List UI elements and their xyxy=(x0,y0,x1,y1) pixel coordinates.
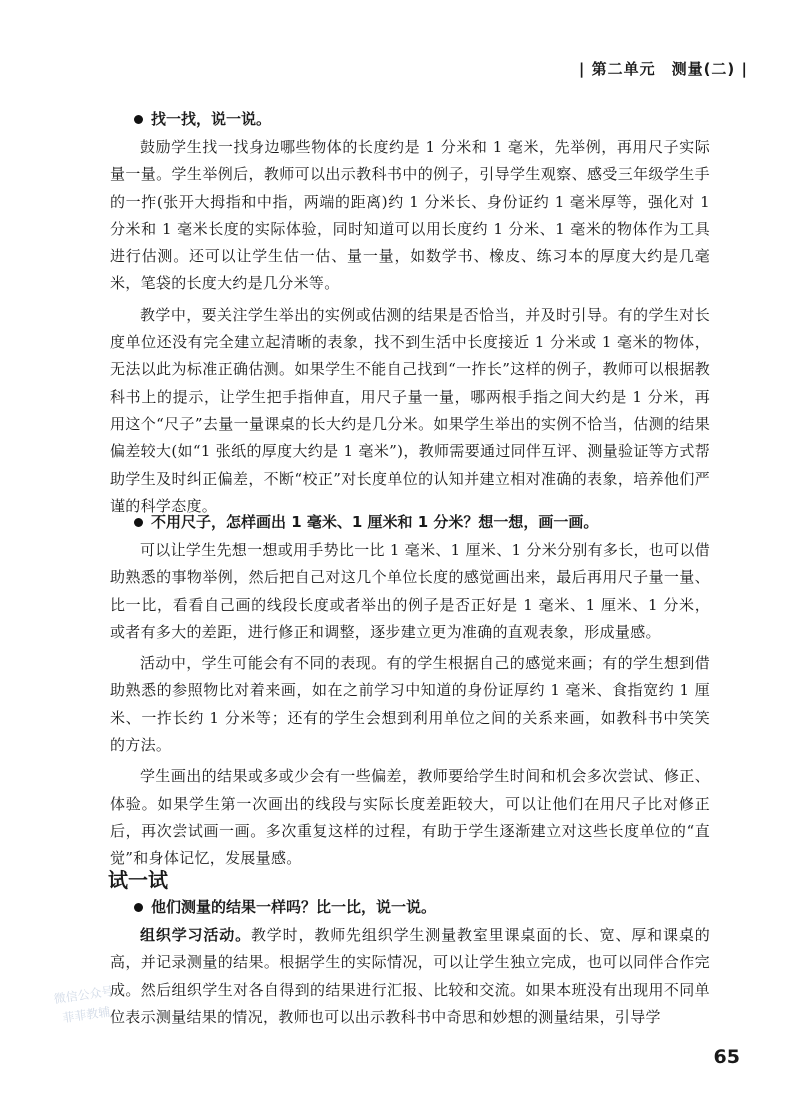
lead-text: 组织学习活动。 xyxy=(140,926,251,944)
bullet-icon xyxy=(134,903,143,912)
paragraph: 鼓励学生找一找身边哪些物体的长度约是 1 分米和 1 毫米，先举例，再用尺子实际量一量。学生举例后，教师可以出示教科书中的例子，引导学生观察、感受三年级学生手的一拃(张开大拇指和中指，两端的距离)约 1 分米长、身份证约 1 毫米厚等，强化对 1 分米和 1 毫米长度的实际体验，同时知道可以用长度约 1 分米、1 毫米的物体作为工具进行估测。还可以让学生估一估、量一量，如数学书、橡皮、练习本的厚度大约是几毫米，笔袋的长度大约是几分米等。 xyxy=(110,138,710,293)
section-draw-without-ruler xyxy=(110,511,710,873)
section-title-try: 试一试 xyxy=(108,868,168,892)
heading-text: 不用尺子，怎样画出 1 毫米、1 厘米和 1 分米？想一想，画一画。 xyxy=(151,513,599,531)
running-header: | 第二单元 测量(二) | xyxy=(578,60,748,78)
section-heading xyxy=(110,511,710,533)
heading-text: 他们测量的结果一样吗？比一比，说一说。 xyxy=(151,898,437,916)
bullet-icon xyxy=(134,115,143,124)
section-heading xyxy=(110,896,710,918)
paragraph: 活动中，学生可能会有不同的表现。有的学生根据自己的感觉来画；有的学生想到借助熟悉的参照物比对着来画，如在之前学习中知道的身份证厚约 1 毫米、食指宽约 1 厘米、一拃长约 1 分米等；还有的学生会想到利用单位之间的关系来画，如教科书中笑笑的方法。 xyxy=(110,654,710,755)
paragraph: 可以让学生先想一想或用手势比一比 1 毫米、1 厘米、1 分米分别有多长，也可以借助熟悉的事物举例，然后把自己对这几个单位长度的感觉画出来，最后再用尺子量一量、比一比，看看自己画的线段长度或者举出的例子是否正好是 1 毫米、1 厘米、1 分米，或者有多大的差距，进行修正和调整，逐步建立更为准确的直观表象，形成量感。 xyxy=(110,541,711,641)
watermark-line: 微信公众号 xyxy=(52,983,115,1007)
section-find-and-say xyxy=(110,108,710,520)
heading-text: 找一找，说一说。 xyxy=(151,110,272,128)
paragraph: 教学中，要关注学生举出的实例或估测的结果是否恰当，并及时引导。有的学生对长度单位还没有完全建立起清晰的表象，找不到生活中长度接近 1 分米或 1 毫米的物体，无法以此为标准正确估测。如果学生不能自己找到“一拃长”这样的例子，教师可以根据教科书上的提示，让学生把手指伸直，用尺子量一量，哪两根手指之间大约是 1 分米，再用这个“尺子”去量一量课桌的长大约是几分米。如果学生举出的实例不恰当，估测的结果偏差较大(如“1 张纸的厚度大约是 1 毫米”)，教师需要通过同伴互评、测量验证等方式帮助学生及时纠正偏差，不断“校正”对长度单位的认知并建立相对准确的表象，培养他们严谨的科学态度。 xyxy=(110,305,710,515)
paragraph: 学生画出的结果或多或少会有一些偏差，教师要给学生时间和机会多次尝试、修正、体验。如果学生第一次画出的线段与实际长度差距较大，可以让他们在用尺子比对修正后，再次尝试画一画。多次重复这样的过程，有助于学生逐渐建立对这些长度单位的“直觉”和身体记忆，发展量感。 xyxy=(110,767,710,868)
section-heading xyxy=(110,108,710,130)
bullet-icon xyxy=(134,518,143,527)
paragraph xyxy=(110,922,710,1031)
page-number: 65 xyxy=(713,1046,740,1068)
paragraph-body: 教学时，教师先组织学生测量教室里课桌面的长、宽、厚和课桌的高，并记录测量的结果。根据学生的实际情况，可以让学生独立完成，也可以同伴合作完成。然后组织学生对各自得到的结果进行汇报、比较和交流。如果本班没有出现用不同单位表示测量结果的情况，教师也可以出示教科书中奇思和妙想的测量结果，引导学 xyxy=(110,926,711,1026)
section-try xyxy=(110,896,710,1031)
watermark-line: 菲菲教辅 xyxy=(61,1004,112,1026)
